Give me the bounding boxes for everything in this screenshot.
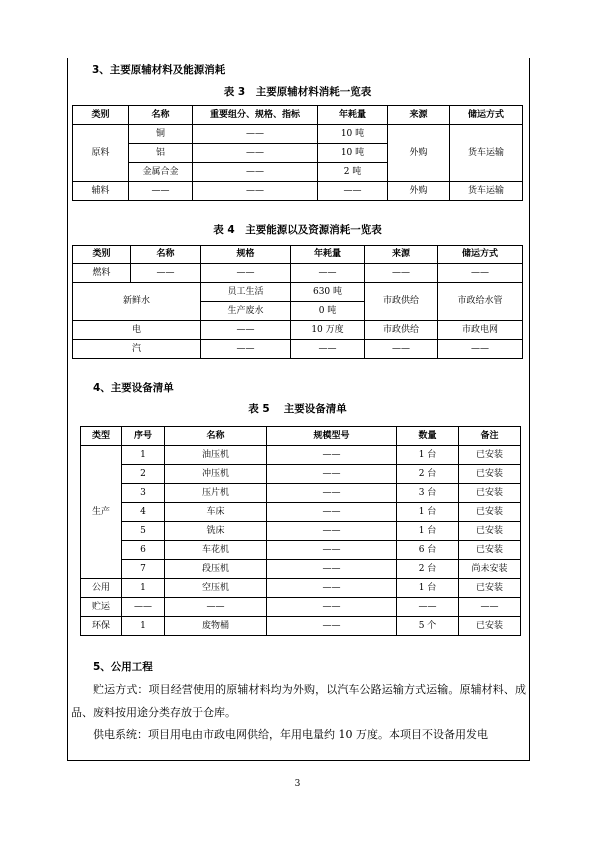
header-cell: 重要组分、规格、指标 (193, 106, 318, 125)
category-cell: 燃料 (73, 264, 131, 283)
transport-cell: 货车运输 (450, 182, 523, 201)
table-row (73, 340, 523, 359)
header-cell: 规格 (201, 246, 291, 264)
transport-cell: —— (438, 264, 523, 283)
spec-cell: —— (193, 125, 318, 144)
annual-cell: 2 吨 (318, 163, 388, 182)
name-cell: 铜 (129, 125, 193, 144)
name-cell: 车床 (165, 503, 267, 522)
table-row (73, 182, 523, 201)
header-cell: 年耗量 (291, 246, 365, 264)
note-cell: 已安装 (459, 503, 521, 522)
name-cell: 段压机 (165, 560, 267, 579)
number-cell: 5 (122, 522, 165, 541)
name-cell: 冲压机 (165, 465, 267, 484)
table-row (73, 283, 523, 302)
number-cell: 2 (122, 465, 165, 484)
name-cell: 压片机 (165, 484, 267, 503)
section3-heading: 3、主要原辅材料及能源消耗 (92, 64, 226, 76)
note-cell: 已安装 (459, 579, 521, 598)
number-cell: 3 (122, 484, 165, 503)
table-header-row (73, 106, 523, 125)
quantity-cell: 1 台 (397, 579, 459, 598)
header-cell: 储运方式 (438, 246, 523, 264)
name-cell: 空压机 (165, 579, 267, 598)
transport-cell: 市政电网 (438, 321, 523, 340)
name-cell: 电 (73, 321, 201, 340)
source-cell: 市政供给 (365, 283, 438, 321)
storage-paragraph: 贮运方式：项目经营使用的原辅材料均为外购，以汽车公路运输方式运输。原辅材料、成品、废料按用途分类存放于仓库。 (71, 683, 526, 719)
raw-materials-table (72, 105, 523, 201)
number-cell: 1 (122, 579, 165, 598)
table-row (73, 321, 523, 340)
spec-cell: —— (201, 264, 291, 283)
name-cell: —— (165, 598, 267, 617)
transport-cell: 货车运输 (450, 125, 523, 182)
name-cell: 金属合金 (129, 163, 193, 182)
model-cell: —— (267, 465, 397, 484)
category-cell: 辅料 (73, 182, 129, 201)
note-cell: 已安装 (459, 617, 521, 636)
table-row (81, 617, 521, 636)
table-row (73, 125, 523, 144)
spec-cell: —— (193, 182, 318, 201)
note-cell: 已安装 (459, 541, 521, 560)
annual-cell: —— (291, 264, 365, 283)
number-cell: 4 (122, 503, 165, 522)
name-cell: 新鲜水 (73, 283, 201, 321)
model-cell: —— (267, 541, 397, 560)
note-cell: 已安装 (459, 484, 521, 503)
table-header-row (81, 427, 521, 446)
model-cell: —— (267, 446, 397, 465)
number-cell: 6 (122, 541, 165, 560)
header-cell: 年耗量 (318, 106, 388, 125)
name-cell: —— (131, 264, 201, 283)
transport-cell: —— (438, 340, 523, 359)
equipment-table (80, 426, 521, 636)
table-row (81, 579, 521, 598)
spec-cell: —— (193, 163, 318, 182)
name-cell: 铝 (129, 144, 193, 163)
annual-cell: 10 吨 (318, 144, 388, 163)
table4-caption: 表 4 主要能源以及资源消耗一览表 (213, 224, 382, 236)
note-cell: 已安装 (459, 446, 521, 465)
quantity-cell: —— (397, 598, 459, 617)
header-cell: 类型 (81, 427, 122, 446)
header-cell: 类别 (73, 246, 131, 264)
type-cell: 生产 (81, 446, 122, 579)
name-cell: 车花机 (165, 541, 267, 560)
source-cell: —— (365, 340, 438, 359)
number-cell: 1 (122, 446, 165, 465)
header-cell: 名称 (131, 246, 201, 264)
name-cell: 铣床 (165, 522, 267, 541)
number-cell: 7 (122, 560, 165, 579)
table-row (81, 560, 521, 579)
table5-caption: 表 5 主要设备清单 (248, 403, 347, 415)
quantity-cell: 1 台 (397, 446, 459, 465)
table-row (81, 446, 521, 465)
quantity-cell: 6 台 (397, 541, 459, 560)
model-cell: —— (267, 560, 397, 579)
spec-cell: 生产废水 (201, 302, 291, 321)
section4-heading: 4、主要设备清单 (93, 382, 174, 394)
table3-caption: 表 3 主要原辅材料消耗一览表 (223, 86, 372, 98)
header-cell: 名称 (165, 427, 267, 446)
header-cell: 数量 (397, 427, 459, 446)
energy-table (72, 245, 523, 359)
spec-cell: —— (193, 144, 318, 163)
number-cell: 1 (122, 617, 165, 636)
quantity-cell: 1 台 (397, 503, 459, 522)
table-row (81, 522, 521, 541)
name-cell: 油压机 (165, 446, 267, 465)
category-cell: 原料 (73, 125, 129, 182)
name-cell: —— (129, 182, 193, 201)
source-cell: —— (365, 264, 438, 283)
section5-heading: 5、公用工程 (93, 661, 153, 673)
source-cell: 市政供给 (365, 321, 438, 340)
table-row (81, 484, 521, 503)
model-cell: —— (267, 522, 397, 541)
model-cell: —— (267, 503, 397, 522)
quantity-cell: 2 台 (397, 560, 459, 579)
header-cell: 名称 (129, 106, 193, 125)
table-header-row (73, 246, 523, 264)
header-cell: 备注 (459, 427, 521, 446)
name-cell: 废物桶 (165, 617, 267, 636)
note-cell: 尚未安装 (459, 560, 521, 579)
source-cell: 外购 (388, 182, 450, 201)
annual-cell: 630 吨 (291, 283, 365, 302)
quantity-cell: 1 台 (397, 522, 459, 541)
type-cell: 贮运 (81, 598, 122, 617)
annual-cell: —— (291, 340, 365, 359)
transport-cell: 市政给水管 (438, 283, 523, 321)
note-cell: 已安装 (459, 522, 521, 541)
table-row (81, 465, 521, 484)
header-cell: 序号 (122, 427, 165, 446)
name-cell: 汽 (73, 340, 201, 359)
spec-cell: —— (201, 321, 291, 340)
quantity-cell: 3 台 (397, 484, 459, 503)
annual-cell: 10 万度 (291, 321, 365, 340)
annual-cell: —— (318, 182, 388, 201)
type-cell: 公用 (81, 579, 122, 598)
note-cell: —— (459, 598, 521, 617)
header-cell: 类别 (73, 106, 129, 125)
header-cell: 储运方式 (450, 106, 523, 125)
number-cell: —— (122, 598, 165, 617)
model-cell: —— (267, 579, 397, 598)
model-cell: —— (267, 617, 397, 636)
spec-cell: 员工生活 (201, 283, 291, 302)
quantity-cell: 2 台 (397, 465, 459, 484)
header-cell: 来源 (388, 106, 450, 125)
table-row (81, 503, 521, 522)
page-number: 3 (294, 779, 301, 789)
table-row (81, 598, 521, 617)
source-cell: 外购 (388, 125, 450, 182)
model-cell: —— (267, 484, 397, 503)
spec-cell: —— (201, 340, 291, 359)
annual-cell: 0 吨 (291, 302, 365, 321)
note-cell: 已安装 (459, 465, 521, 484)
header-cell: 来源 (365, 246, 438, 264)
power-paragraph: 供电系统：项目用电由市政电网供给，年用电量约 10 万度。本项目不设备用发电 (93, 728, 488, 741)
model-cell: —— (267, 598, 397, 617)
table-row (73, 264, 523, 283)
type-cell: 环保 (81, 617, 122, 636)
annual-cell: 10 吨 (318, 125, 388, 144)
quantity-cell: 5 个 (397, 617, 459, 636)
table-row (81, 541, 521, 560)
header-cell: 规模型号 (267, 427, 397, 446)
